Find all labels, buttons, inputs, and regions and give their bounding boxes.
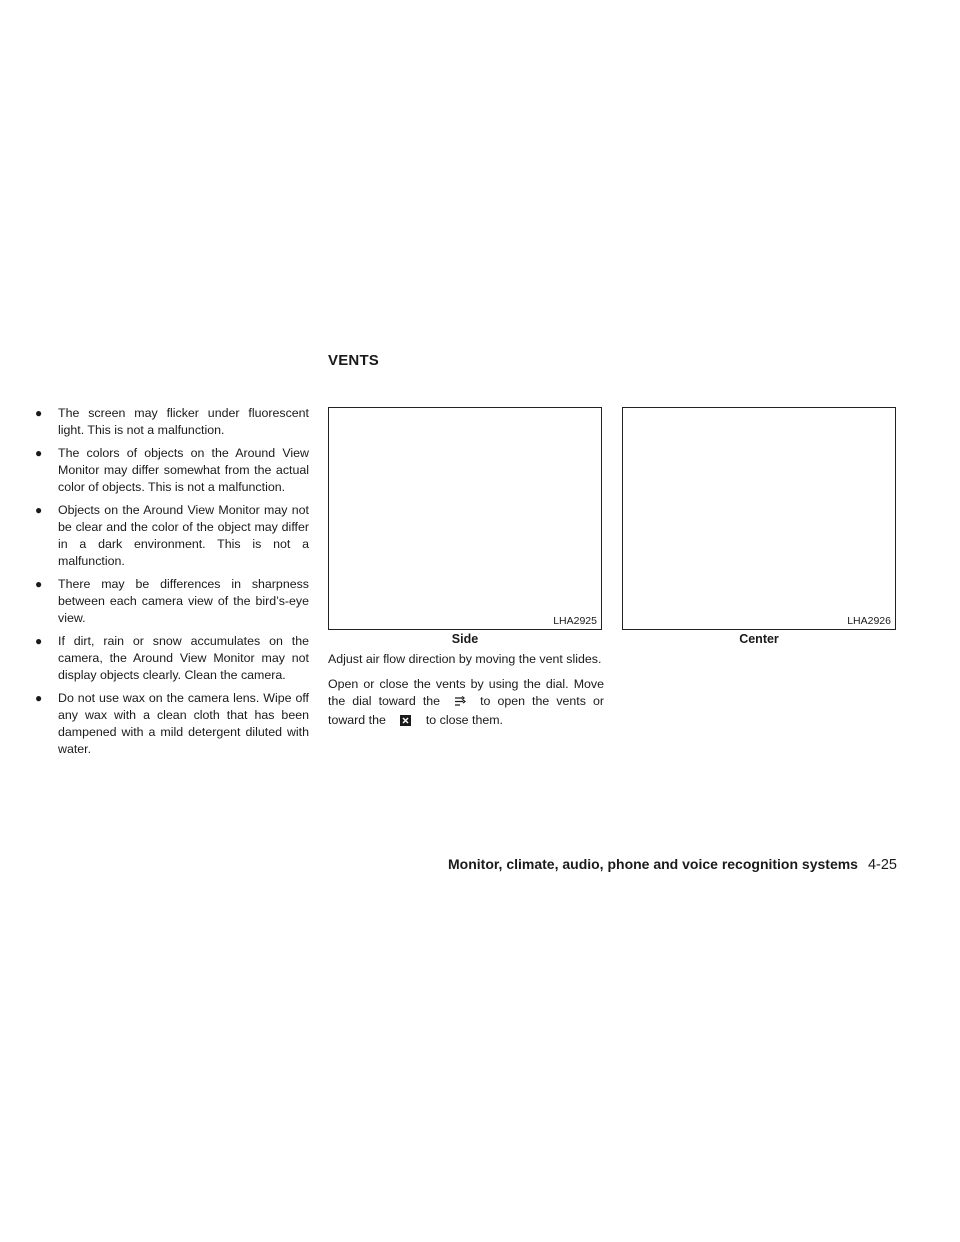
vent-open-icon <box>440 695 480 712</box>
vents-text <box>328 651 604 739</box>
figure-code: LHA2925 <box>553 615 597 627</box>
vent-close-icon <box>386 714 426 731</box>
bullet-dot: ● <box>35 406 43 420</box>
page-number: 4-25 <box>867 857 897 873</box>
section-title: VENTS <box>328 352 380 369</box>
bullet-list <box>33 405 309 764</box>
list-item: ● The screen may flicker under fluorescent light. This is not a malfunction. <box>35 406 309 437</box>
paragraph: Open or close the vents by using the dial. Move the dial toward the to open the vents or toward the to close them. <box>328 676 604 731</box>
figure-code: LHA2926 <box>847 615 891 627</box>
paragraph: Adjust air flow direction by moving the vent slides. <box>328 652 602 666</box>
side-vent-figure <box>328 407 602 630</box>
list-item: ● If dirt, rain or snow accumulates on the camera, the Around View Monitor may not display objects clearly. Clean the camera. <box>35 634 309 682</box>
footer-title: Monitor, climate, audio, phone and voice recognition systems <box>448 856 858 872</box>
bullet-dot: ● <box>35 503 43 517</box>
figure-caption-side: Side <box>451 632 479 646</box>
bullet-dot: ● <box>35 691 43 705</box>
list-item: ● The colors of objects on the Around View Monitor may differ somewhat from the actual color of objects. This is not a malfunction. <box>35 446 309 494</box>
page-footer <box>448 856 897 873</box>
list-item: ● Objects on the Around View Monitor may not be clear and the color of the object may differ in a dark environment. This is not a malfunction. <box>35 503 309 568</box>
bullet-dot: ● <box>35 577 43 591</box>
figure-caption-center: Center <box>739 632 779 646</box>
bullet-dot: ● <box>35 634 43 648</box>
bullet-dot: ● <box>35 446 43 460</box>
list-item: ● There may be differences in sharpness between each camera view of the bird’s-eye view. <box>35 577 309 625</box>
center-vent-figure <box>622 407 896 630</box>
list-item: ● Do not use wax on the camera lens. Wipe off any wax with a clean cloth that has been dampened with a mild detergent diluted with water. <box>35 691 309 756</box>
